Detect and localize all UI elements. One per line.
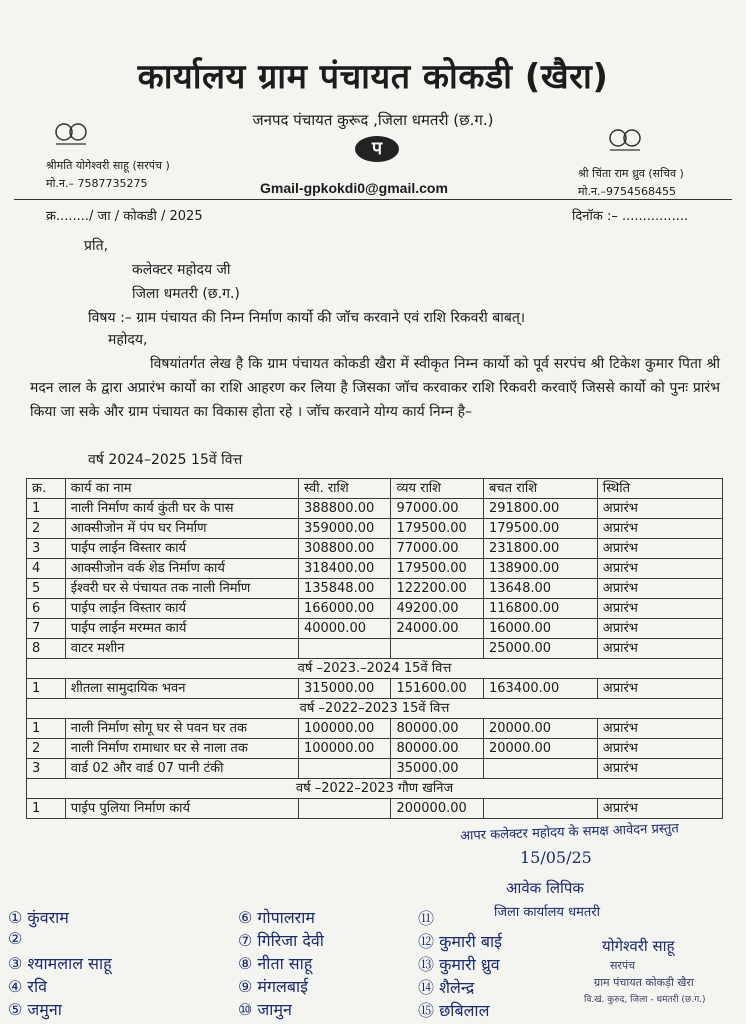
cell-no: 7 [27, 619, 66, 639]
sarpanch-mobile: मो.न.– 7587735275 [46, 177, 148, 190]
year-heading: वर्ष 2024–2025 15वें वित्त [88, 452, 243, 468]
cell-status: अप्रारंभ [597, 539, 722, 559]
cell-no: 5 [27, 579, 66, 599]
cell-saved: 116800.00 [483, 599, 597, 619]
cell-no: 1 [27, 719, 66, 739]
cell-spent: 24000.00 [391, 619, 484, 639]
table-row [27, 639, 723, 659]
works-table [26, 478, 723, 819]
cell-name: वाटर मशीन [65, 639, 298, 659]
signature-entry: ⑨ मंगलबाई [238, 977, 308, 996]
cell-status: अप्रारंभ [597, 499, 722, 519]
cell-name: आक्सीजोन में पंप घर निर्माण [65, 519, 298, 539]
cell-saved: 291800.00 [483, 499, 597, 519]
cell-spent [391, 639, 484, 659]
cell-sanctioned: 100000.00 [298, 719, 391, 739]
cell-sanctioned: 40000.00 [298, 619, 391, 639]
office-subtitle: जनपद पंचायत कुरूद ,जिला धमतरी (छ.ग.) [252, 111, 494, 129]
salutation: महोदय, [108, 332, 148, 348]
cell-no: 4 [27, 559, 66, 579]
cell-name: पाईप लाईन मरम्मत कार्य [65, 619, 298, 639]
cell-sanctioned: 135848.00 [298, 579, 391, 599]
prati-label: प्रति, [84, 238, 109, 254]
cell-saved: 138900.00 [483, 559, 597, 579]
cell-no: 2 [27, 739, 66, 759]
cell-sanctioned: 315000.00 [298, 679, 391, 699]
cell-status: अप्रारंभ [597, 759, 722, 779]
cell-status: अप्रारंभ [597, 639, 722, 659]
cell-saved: 231800.00 [483, 539, 597, 559]
seal-line-2: ग्राम पंचायत कोकड़ी खैरा [594, 976, 694, 989]
cell-spent: 49200.00 [391, 599, 484, 619]
table-row [27, 599, 723, 619]
cell-status: अप्रारंभ [597, 719, 722, 739]
cell-saved [483, 799, 597, 819]
subject-line: विषय :– ग्राम पंचायत की निम्न निर्माण कार्यो की जॉच करवाने एवं राशि रिकवरी बाबत्। [88, 310, 526, 326]
cell-spent: 35000.00 [391, 759, 484, 779]
cell-saved: 16000.00 [483, 619, 597, 639]
cell-sanctioned [298, 639, 391, 659]
cell-saved: 25000.00 [483, 639, 597, 659]
reference-number: क्र......../ जा / कोकडी / 2025 [46, 209, 203, 224]
right-emblem-icon [604, 124, 646, 154]
signature-entry: ⑥ गोपालराम [238, 908, 315, 927]
signature-entry: ⑧ नीता साहू [238, 954, 313, 973]
cell-status: अप्रारंभ [597, 519, 722, 539]
cell-spent: 151600.00 [391, 679, 484, 699]
table-row [27, 799, 723, 819]
header-cell: बचत राशि [483, 479, 597, 499]
seal-line-1: सरपंच [610, 959, 636, 972]
cell-spent: 80000.00 [391, 719, 484, 739]
cell-sanctioned [298, 799, 391, 819]
clerk-stamp: जिला कार्यालय धमतरी [494, 905, 600, 920]
signature-entry: ③ श्यामलाल साहू [8, 954, 112, 973]
cell-no: 1 [27, 499, 66, 519]
table-row [27, 619, 723, 639]
section-label: वर्ष –2022–2023 गौण खनिज [27, 779, 723, 799]
header-divider [14, 199, 732, 200]
cell-sanctioned [298, 759, 391, 779]
cell-sanctioned: 318400.00 [298, 559, 391, 579]
signature-entry: ④ रवि [8, 977, 48, 996]
signature-entry: ⑦ गिरिजा देवी [238, 931, 324, 950]
cell-status: अप्रारंभ [597, 679, 722, 699]
cell-no: 6 [27, 599, 66, 619]
cell-saved: 20000.00 [483, 739, 597, 759]
signature-entry: ⑩ जामुन [238, 1000, 292, 1019]
secretary-mobile: मो.न.–9754568455 [578, 185, 677, 198]
cell-spent: 97000.00 [391, 499, 484, 519]
cell-name: पाईप लाईन विस्तार कार्य [65, 539, 298, 559]
letter-body: विषयांतर्गत लेख है कि ग्राम पंचायत कोकडी खैरा में स्वीकृत निम्न कार्यो को पूर्व सरपंच श्री टिकेश कुमार पिता श्री मदन लाल के द्वारा अप्रारंभ कार्यो का राशि आहरण कर लिया है जिसका जॉच करवाकर राशि रिकवरी करवाऍ जिससे कार्यो को पुनः प्रारंभ किया जा सके और ग्राम पंचायत का विकास होता रहे । जॉच करवाने योग्य कार्य निम्न है– [30, 356, 720, 420]
cell-name: नाली निर्माण रामाधार घर से नाला तक [65, 739, 298, 759]
cell-name: आक्सीजोन वर्क शेड निर्माण कार्य [65, 559, 298, 579]
cell-saved: 179500.00 [483, 519, 597, 539]
cell-status: अप्रारंभ [597, 619, 722, 639]
header-cell: क्र. [27, 479, 66, 499]
table-row [27, 539, 723, 559]
section-label: वर्ष –2022–2023 15वें वित्त [27, 699, 723, 719]
works-table-body [27, 499, 723, 819]
cell-name: वार्ड 02 और वार्ड 07 पानी टंकी [65, 759, 298, 779]
cell-no: 8 [27, 639, 66, 659]
sarpanch-name: श्रीमति योगेश्वरी साहू (सरपंच ) [46, 159, 170, 172]
cell-sanctioned: 308800.00 [298, 539, 391, 559]
table-header-row [27, 479, 723, 499]
section-row [27, 699, 723, 719]
cell-name: पाईप पुलिया निर्माण कार्य [65, 799, 298, 819]
table-row [27, 519, 723, 539]
cell-sanctioned: 100000.00 [298, 739, 391, 759]
cell-sanctioned: 166000.00 [298, 599, 391, 619]
cell-no: 3 [27, 759, 66, 779]
signature-entry: ⑮ छबिलाल [418, 1001, 490, 1020]
cell-name: शीतला सामुदायिक भवन [65, 679, 298, 699]
header-cell: स्थिति [597, 479, 722, 499]
cell-no: 1 [27, 679, 66, 699]
cell-sanctioned: 388800.00 [298, 499, 391, 519]
signature-entry: ⑫ कुमारी बाई [418, 932, 502, 951]
cell-name: पाईप लाईन विस्तार कार्य [65, 599, 298, 619]
signature-entry: ② [8, 929, 23, 948]
signature-entry: ⑤ जमुना [8, 1000, 62, 1019]
table-row [27, 759, 723, 779]
recipient-line2: जिला धमतरी (छ.ग.) [132, 286, 240, 302]
cell-saved: 20000.00 [483, 719, 597, 739]
sarpanch-signature: योगेश्वरी साहू [602, 937, 675, 955]
office-title: कार्यालय ग्राम पंचायत कोकडी (खैरा) [137, 57, 609, 97]
seal-line-3: वि.खं. कुरुद, जिला - धमतरी (छ.ग.) [584, 995, 706, 1005]
cell-spent: 179500.00 [391, 559, 484, 579]
cell-name: नाली निर्माण कार्य कुंती घर के पास [65, 499, 298, 519]
cell-spent: 122200.00 [391, 579, 484, 599]
header-cell: स्वी. राशि [298, 479, 391, 499]
left-emblem-icon [50, 118, 92, 148]
recipient-line1: कलेक्टर महोदय जी [132, 262, 231, 278]
header-cell: व्यय राशि [391, 479, 484, 499]
table-row [27, 739, 723, 759]
cell-status: अप्रारंभ [597, 739, 722, 759]
cell-no: 1 [27, 799, 66, 819]
cell-saved: 163400.00 [483, 679, 597, 699]
cell-spent: 77000.00 [391, 539, 484, 559]
table-row [27, 499, 723, 519]
email-address: Gmail-gpkokdi0@gmail.com [260, 180, 448, 196]
signature-entry: ⑭ शैलेन्द्र [418, 978, 475, 997]
section-label: वर्ष –2023.–2024 15वें वित्त [27, 659, 723, 679]
receipt-date: 15/05/25 [520, 848, 592, 867]
cell-spent: 200000.00 [391, 799, 484, 819]
cell-status: अप्रारंभ [597, 579, 722, 599]
panchayat-logo: प [355, 136, 399, 162]
secretary-name: श्री चिंता राम ध्रुव (सचिव ) [578, 167, 684, 180]
signature-entry: ⑬ कुमारी ध्रुव [418, 955, 500, 974]
cell-spent: 179500.00 [391, 519, 484, 539]
cell-sanctioned: 359000.00 [298, 519, 391, 539]
cell-status: अप्रारंभ [597, 599, 722, 619]
cell-no: 3 [27, 539, 66, 559]
table-row [27, 719, 723, 739]
cell-name: नाली निर्माण सोगू घर से पवन घर तक [65, 719, 298, 739]
header-cell: कार्य का नाम [65, 479, 298, 499]
signature-entry: ⑪ [418, 909, 435, 928]
cell-saved [483, 759, 597, 779]
table-row [27, 579, 723, 599]
cell-name: ईश्वरी घर से पंचायत तक नाली निर्माण [65, 579, 298, 599]
signature-entry: ① कुंवराम [8, 908, 69, 927]
cell-status: अप्रारंभ [597, 799, 722, 819]
cell-no: 2 [27, 519, 66, 539]
cell-status: अप्रारंभ [597, 559, 722, 579]
section-row [27, 659, 723, 679]
table-row [27, 679, 723, 699]
date-field: दिनॉक :– ................ [572, 209, 689, 224]
cell-spent: 80000.00 [391, 739, 484, 759]
table-row [27, 559, 723, 579]
cell-saved: 13648.00 [483, 579, 597, 599]
receipt-label: आवेक लिपिक [506, 879, 584, 897]
section-row [27, 779, 723, 799]
receipt-note: आपर कलेक्टर महोदय के समक्ष आवेदन प्रस्तुत [459, 821, 680, 844]
